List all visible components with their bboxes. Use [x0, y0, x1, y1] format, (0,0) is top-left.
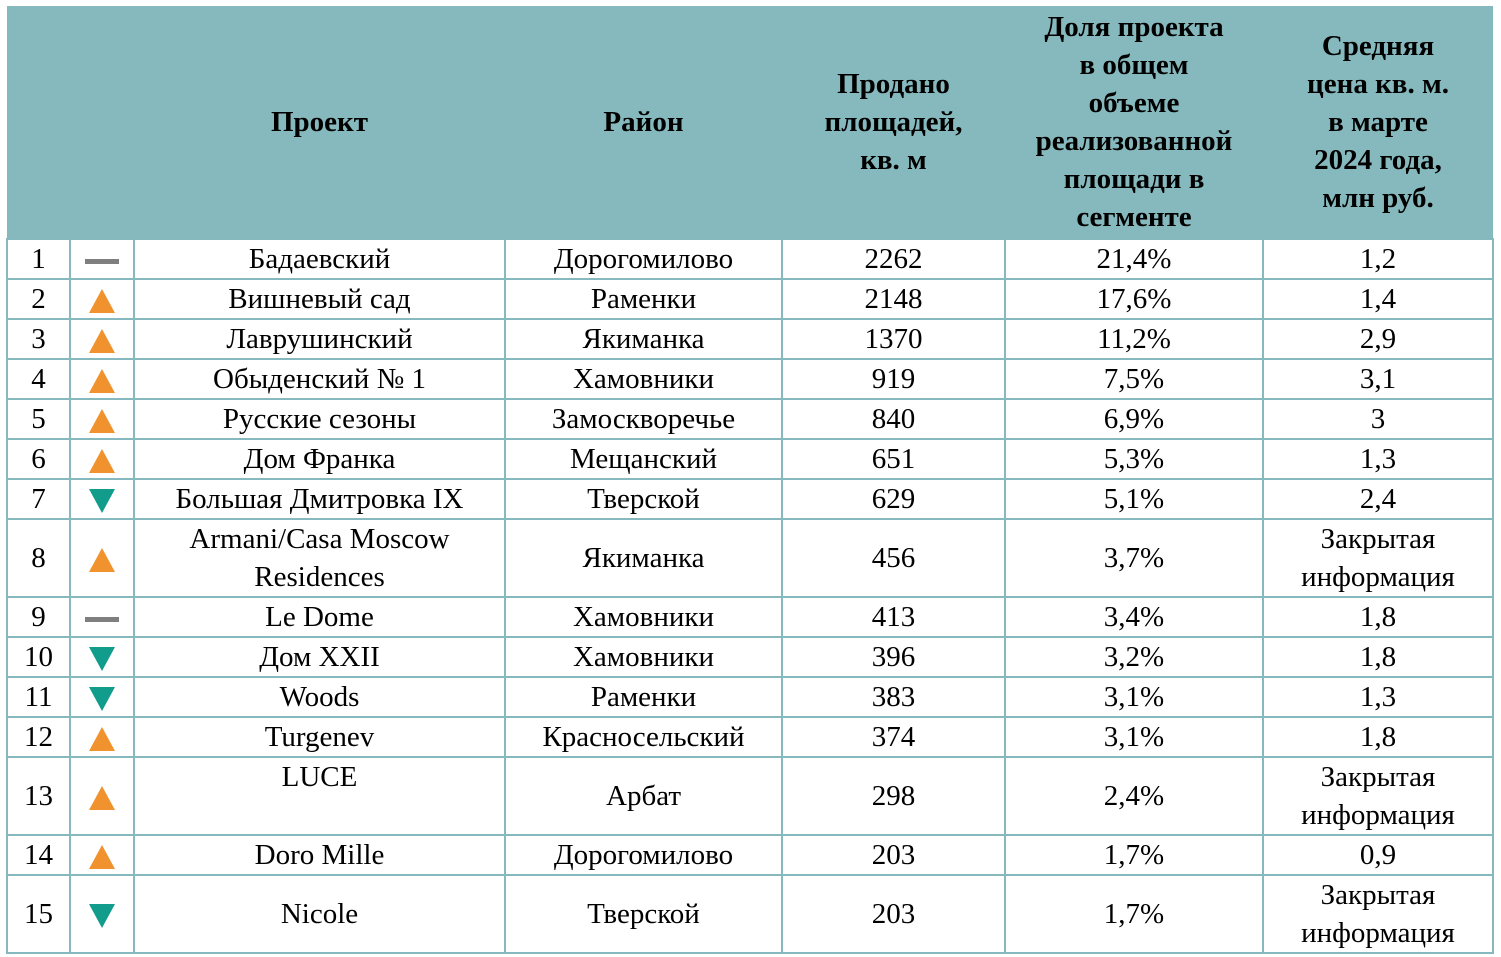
table-row [7, 439, 1493, 479]
header-project: Проект [134, 6, 505, 239]
cell-share: 3,1% [1005, 717, 1263, 757]
trend-down-icon [89, 647, 115, 671]
table-row [7, 319, 1493, 359]
cell-avg-price: 2,4 [1263, 479, 1493, 519]
cell-share: 6,9% [1005, 399, 1263, 439]
projects-ranking-table [6, 6, 1494, 954]
cell-district: Тверской [505, 479, 782, 519]
header-district: Район [505, 6, 782, 239]
cell-rank: 6 [7, 439, 70, 479]
cell-rank: 3 [7, 319, 70, 359]
cell-rank: 5 [7, 399, 70, 439]
trend-up-icon [89, 548, 115, 572]
cell-trend [70, 757, 134, 835]
table-header [7, 6, 1493, 239]
cell-project: Дом Франка [134, 439, 505, 479]
trend-up-icon [89, 727, 115, 751]
cell-district: Арбат [505, 757, 782, 835]
cell-avg-price: 1,8 [1263, 637, 1493, 677]
cell-project: Бадаевский [134, 239, 505, 279]
cell-district: Дорогомилово [505, 239, 782, 279]
cell-trend [70, 677, 134, 717]
cell-sold-area: 840 [782, 399, 1005, 439]
table-row [7, 479, 1493, 519]
cell-trend [70, 597, 134, 637]
cell-district: Дорогомилово [505, 835, 782, 875]
cell-avg-price: 1,2 [1263, 239, 1493, 279]
cell-share: 2,4% [1005, 757, 1263, 835]
cell-share: 5,1% [1005, 479, 1263, 519]
cell-share: 17,6% [1005, 279, 1263, 319]
cell-project: Woods [134, 677, 505, 717]
cell-rank: 14 [7, 835, 70, 875]
cell-share: 3,4% [1005, 597, 1263, 637]
trend-up-icon [89, 845, 115, 869]
trend-down-icon [89, 489, 115, 513]
cell-avg-price: 3 [1263, 399, 1493, 439]
cell-trend [70, 439, 134, 479]
cell-avg-price: 0,9 [1263, 835, 1493, 875]
ranking-table-container [6, 6, 1492, 954]
cell-sold-area: 651 [782, 439, 1005, 479]
cell-district: Красносельский [505, 717, 782, 757]
cell-rank: 13 [7, 757, 70, 835]
cell-trend [70, 239, 134, 279]
cell-sold-area: 396 [782, 637, 1005, 677]
cell-trend [70, 479, 134, 519]
cell-share: 1,7% [1005, 875, 1263, 953]
header-rank [7, 6, 70, 239]
cell-trend [70, 279, 134, 319]
cell-sold-area: 203 [782, 875, 1005, 953]
cell-sold-area: 383 [782, 677, 1005, 717]
cell-sold-area: 1370 [782, 319, 1005, 359]
cell-avg-price: 1,4 [1263, 279, 1493, 319]
cell-avg-price: Закрытая информация [1263, 875, 1493, 953]
cell-trend [70, 399, 134, 439]
cell-share: 1,7% [1005, 835, 1263, 875]
table-row [7, 519, 1493, 597]
cell-avg-price: 3,1 [1263, 359, 1493, 399]
cell-rank: 8 [7, 519, 70, 597]
table-row [7, 597, 1493, 637]
cell-share: 3,1% [1005, 677, 1263, 717]
cell-district: Хамовники [505, 637, 782, 677]
trend-up-icon [89, 329, 115, 353]
cell-rank: 12 [7, 717, 70, 757]
cell-rank: 7 [7, 479, 70, 519]
cell-avg-price: 1,8 [1263, 597, 1493, 637]
cell-share: 3,2% [1005, 637, 1263, 677]
trend-down-icon [89, 687, 115, 711]
cell-district: Раменки [505, 677, 782, 717]
cell-district: Раменки [505, 279, 782, 319]
cell-project: Большая Дмитровка IX [134, 479, 505, 519]
cell-project: Armani/Casa Moscow Residences [134, 519, 505, 597]
cell-district: Мещанский [505, 439, 782, 479]
cell-avg-price: 2,9 [1263, 319, 1493, 359]
table-row [7, 835, 1493, 875]
cell-project: Русские сезоны [134, 399, 505, 439]
cell-avg-price: Закрытая информация [1263, 757, 1493, 835]
cell-project: Doro Mille [134, 835, 505, 875]
trend-up-icon [89, 409, 115, 433]
cell-avg-price: 1,3 [1263, 677, 1493, 717]
table-row [7, 239, 1493, 279]
cell-project: Вишневый сад [134, 279, 505, 319]
trend-up-icon [89, 289, 115, 313]
cell-avg-price: Закрытая информация [1263, 519, 1493, 597]
table-body [7, 239, 1493, 953]
cell-rank: 10 [7, 637, 70, 677]
table-row [7, 757, 1493, 835]
cell-trend [70, 717, 134, 757]
cell-avg-price: 1,3 [1263, 439, 1493, 479]
cell-district: Якиманка [505, 519, 782, 597]
cell-sold-area: 203 [782, 835, 1005, 875]
cell-trend [70, 637, 134, 677]
cell-sold-area: 2148 [782, 279, 1005, 319]
cell-trend [70, 359, 134, 399]
table-row [7, 875, 1493, 953]
cell-share: 21,4% [1005, 239, 1263, 279]
trend-up-icon [89, 786, 115, 810]
trend-down-icon [89, 904, 115, 928]
table-row [7, 399, 1493, 439]
header-row [7, 6, 1493, 239]
cell-trend [70, 875, 134, 953]
cell-district: Хамовники [505, 597, 782, 637]
cell-project: Дом XXII [134, 637, 505, 677]
cell-rank: 15 [7, 875, 70, 953]
cell-project: Turgenev [134, 717, 505, 757]
cell-share: 5,3% [1005, 439, 1263, 479]
cell-sold-area: 2262 [782, 239, 1005, 279]
cell-district: Хамовники [505, 359, 782, 399]
cell-project: Лаврушинский [134, 319, 505, 359]
cell-rank: 1 [7, 239, 70, 279]
cell-avg-price: 1,8 [1263, 717, 1493, 757]
cell-district: Тверской [505, 875, 782, 953]
table-row [7, 359, 1493, 399]
cell-project: Le Dome [134, 597, 505, 637]
cell-sold-area: 413 [782, 597, 1005, 637]
header-trend [70, 6, 134, 239]
trend-flat-icon [89, 249, 115, 273]
cell-trend [70, 835, 134, 875]
trend-flat-icon [89, 607, 115, 631]
trend-up-icon [89, 369, 115, 393]
cell-sold-area: 629 [782, 479, 1005, 519]
cell-rank: 2 [7, 279, 70, 319]
cell-share: 11,2% [1005, 319, 1263, 359]
cell-rank: 9 [7, 597, 70, 637]
cell-sold-area: 374 [782, 717, 1005, 757]
table-row [7, 677, 1493, 717]
table-row [7, 279, 1493, 319]
table-row [7, 717, 1493, 757]
cell-trend [70, 519, 134, 597]
cell-project: Обыденский № 1 [134, 359, 505, 399]
cell-sold-area: 919 [782, 359, 1005, 399]
cell-rank: 4 [7, 359, 70, 399]
cell-trend [70, 319, 134, 359]
cell-project: LUCE [134, 757, 505, 835]
trend-up-icon [89, 449, 115, 473]
cell-share: 3,7% [1005, 519, 1263, 597]
cell-rank: 11 [7, 677, 70, 717]
cell-district: Якиманка [505, 319, 782, 359]
cell-sold-area: 456 [782, 519, 1005, 597]
cell-sold-area: 298 [782, 757, 1005, 835]
table-row [7, 637, 1493, 677]
cell-project: Nicole [134, 875, 505, 953]
header-sold-area: Продано площадей, кв. м [782, 6, 1005, 239]
header-share: Доля проекта в общем объеме реализованной площади в сегменте [1005, 6, 1263, 239]
cell-share: 7,5% [1005, 359, 1263, 399]
header-avg-price: Средняя цена кв. м. в марте 2024 года, млн руб. [1263, 6, 1493, 239]
cell-district: Замоскворечье [505, 399, 782, 439]
